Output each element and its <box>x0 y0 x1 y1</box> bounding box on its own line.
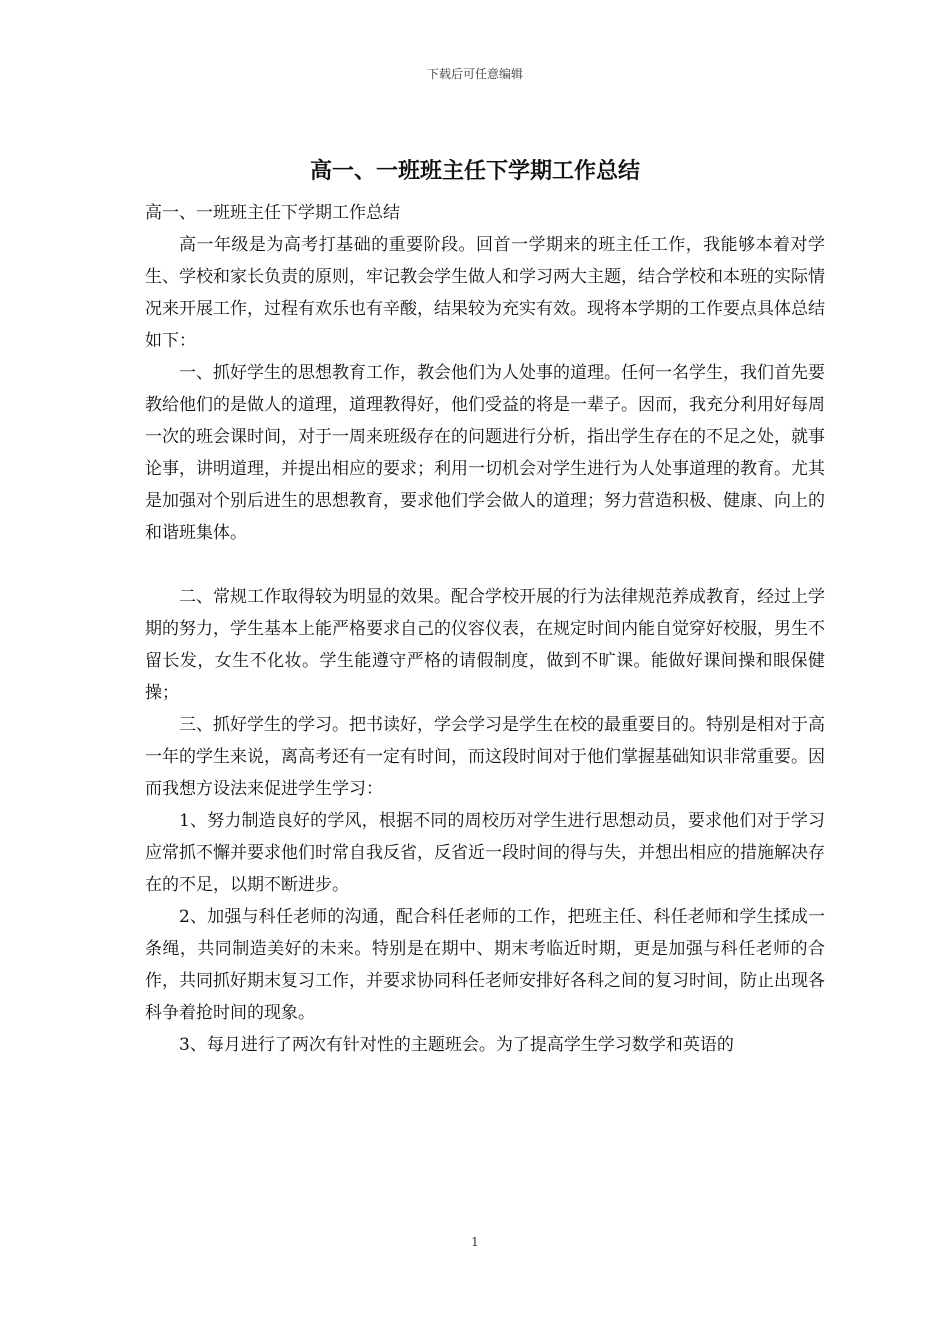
section-one-paragraph: 一、抓好学生的思想教育工作，教会他们为人处事的道理。任何一名学生，我们首先要教给他们的是做人的道理，道理教得好，他们受益的将是一辈子。因而，我充分利用好每周一次的班会课时间，对于一周来班级存在的问题进行分析，指出学生存在的不足之处，就事论事，讲明道理，并提出相应的要求；利用一切机会对学生进行为人处事道理的教育。尤其是加强对个别后进生的思想教育，要求他们学会做人的道理；努力营造积极、健康、向上的和谐班集体。 <box>145 363 825 543</box>
section-two-paragraph: 二、常规工作取得较为明显的效果。配合学校开展的行为法律规范养成教育，经过上学期的努力，学生基本上能严格要求自己的仪容仪表，在规定时间内能自觉穿好校服，男生不留长发，女生不化妆。学生能遵守严格的请假制度，做到不旷课。能做好课间操和眼保健操； <box>145 587 825 703</box>
item-three-paragraph: 3、每月进行了两次有针对性的主题班会。为了提高学生学习数学和英语的 <box>179 1035 734 1055</box>
item-two-paragraph: 2、加强与科任老师的沟通，配合科任老师的工作，把班主任、科任老师和学生揉成一条绳，共同制造美好的未来。特别是在期中、期末考临近时期，更是加强与科任老师的合作，共同抓好期末复习工作，并要求协同科任老师安排好各科之间的复习时间，防止出现各科争着抢时间的现象。 <box>145 907 825 1023</box>
document-body <box>145 197 825 1061</box>
subtitle-paragraph: 高一、一班班主任下学期工作总结 <box>145 203 400 223</box>
section-three-paragraph: 三、抓好学生的学习。把书读好，学会学习是学生在校的最重要目的。特别是相对于高一年的学生来说，离高考还有一定有时间，而这段时间对于他们掌握基础知识非常重要。因而我想方设法来促进学生学习： <box>145 715 825 799</box>
page-number: 1 <box>471 1235 479 1249</box>
item-one-paragraph: 1、努力制造良好的学风，根据不同的周校历对学生进行思想动员，要求他们对于学习应常抓不懈并要求他们时常自我反省，反省近一段时间的得与失，并想出相应的措施解决存在的不足，以期不断进步。 <box>145 811 825 895</box>
page-header: 下载后可任意编辑 <box>426 67 523 81</box>
document-title: 高一、一班班主任下学期工作总结 <box>309 158 640 184</box>
intro-paragraph: 高一年级是为高考打基础的重要阶段。回首一学期来的班主任工作，我能够本着对学生、学校和家长负责的原则，牢记教会学生做人和学习两大主题，结合学校和本班的实际情况来开展工作，过程有欢乐也有辛酸，结果较为充实有效。现将本学期的工作要点具体总结如下： <box>145 235 825 351</box>
paragraph-spacer <box>145 549 825 581</box>
